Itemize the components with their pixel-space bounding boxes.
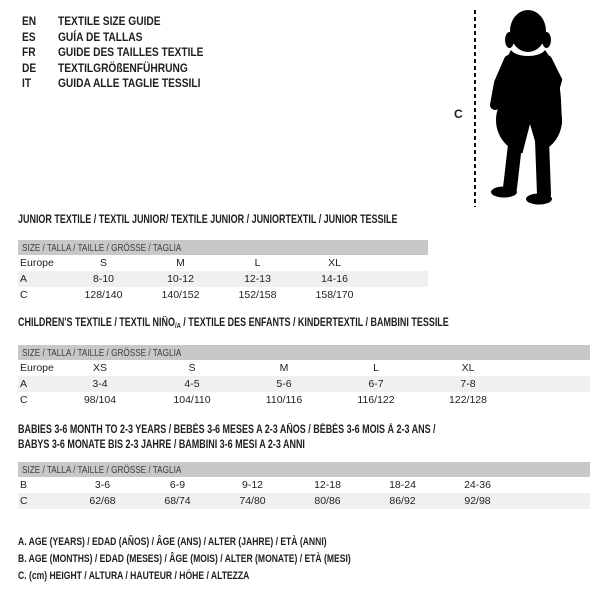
cell: L bbox=[373, 362, 379, 374]
cell: 12-13 bbox=[219, 271, 296, 287]
cell: 122/128 bbox=[449, 394, 487, 406]
cell: 4-5 bbox=[146, 376, 238, 392]
row-label: C bbox=[18, 493, 65, 509]
row-label: C bbox=[20, 394, 28, 406]
size-header-row bbox=[18, 462, 590, 477]
guide-title: TEXTILE SIZE GUIDE bbox=[58, 14, 161, 28]
guide-title: GUÍA DE TALLAS bbox=[58, 29, 143, 44]
cell: 5-6 bbox=[238, 376, 330, 392]
childrens-size-table bbox=[18, 345, 590, 408]
language-row bbox=[22, 61, 229, 77]
row-label: A bbox=[18, 271, 65, 287]
cell: XL bbox=[328, 257, 341, 269]
language-code: ES bbox=[22, 29, 36, 44]
table-row bbox=[18, 376, 590, 392]
note-b bbox=[18, 553, 445, 570]
cell: 10-12 bbox=[142, 271, 219, 287]
baby-silhouette-image bbox=[483, 8, 583, 208]
table-title bbox=[18, 214, 428, 227]
guide-title: GUIDE DES TAILLES TEXTILE bbox=[58, 45, 204, 59]
height-label-c: C bbox=[454, 107, 463, 121]
filler-cell bbox=[373, 287, 428, 303]
size-header bbox=[18, 240, 428, 255]
table-row bbox=[18, 287, 428, 303]
table-title-line2 bbox=[18, 438, 590, 453]
size-header bbox=[18, 345, 590, 360]
table-row bbox=[18, 477, 590, 493]
size-header-text: SIZE / TALLA / TAILLE / GRÖSSE / TAGLIA bbox=[22, 241, 182, 254]
cell: 62/68 bbox=[65, 493, 140, 509]
table-title-text: BABIES 3-6 MONTH TO 2-3 YEARS / BEBÉS 3-6 MESES A 2-3 AÑOS / BÉBÉS 3-6 MOIS À 2-3 ANS / bbox=[18, 424, 436, 436]
note-text: A. AGE (YEARS) / EDAD (AÑOS) / ÂGE (ANS) / ALTER (JAHRE) / ETÀ (ANNI) bbox=[18, 536, 327, 548]
cell: S bbox=[188, 362, 196, 374]
filler-cell bbox=[514, 360, 590, 376]
cell: 7-8 bbox=[422, 376, 514, 392]
cell: 6-9 bbox=[169, 479, 186, 491]
cell: 110/116 bbox=[265, 394, 303, 406]
filler-cell bbox=[514, 376, 590, 392]
language-row bbox=[22, 76, 229, 92]
cell: XS bbox=[92, 362, 107, 374]
language-code: FR bbox=[22, 45, 36, 59]
filler-cell bbox=[515, 477, 590, 493]
cell: 8-10 bbox=[65, 271, 142, 287]
cell: M bbox=[279, 362, 289, 374]
cell: 86/92 bbox=[365, 493, 440, 509]
cell: 128/140 bbox=[84, 289, 123, 301]
title-part: CHILDREN'S TEXTILE / TEXTIL NIÑO bbox=[18, 317, 175, 329]
cell: 6-7 bbox=[330, 376, 422, 392]
cell: 3-4 bbox=[54, 376, 146, 392]
legend-notes bbox=[18, 536, 445, 587]
language-title-list bbox=[22, 14, 229, 92]
cell: 158/170 bbox=[315, 289, 354, 301]
cell: 68/74 bbox=[140, 493, 215, 509]
cell: XL bbox=[461, 362, 475, 374]
cell: 152/158 bbox=[238, 289, 277, 301]
filler-cell bbox=[514, 392, 590, 408]
language-row bbox=[22, 30, 229, 46]
size-header-text: SIZE / TALLA / TAILLE / GRÖSSE / TAGLIA bbox=[22, 463, 182, 476]
table-title-text: JUNIOR TEXTILE / TEXTIL JUNIOR/ TEXTILE JUNIOR / JUNIORTEXTIL / JUNIOR TESSILE bbox=[18, 214, 398, 226]
filler-cell bbox=[373, 255, 428, 271]
filler-cell bbox=[515, 493, 590, 509]
table-row bbox=[18, 493, 590, 509]
language-row bbox=[22, 14, 229, 30]
junior-size-table bbox=[18, 240, 428, 303]
language-code: DE bbox=[22, 60, 37, 75]
cell: 92/98 bbox=[440, 493, 515, 509]
table-row bbox=[18, 360, 590, 376]
row-label: C bbox=[20, 289, 28, 301]
cell: 24-36 bbox=[464, 479, 491, 491]
table-title-text bbox=[18, 317, 449, 332]
filler-cell bbox=[373, 271, 428, 287]
cell: 18-24 bbox=[389, 479, 416, 491]
size-header-row bbox=[18, 240, 428, 255]
cell: 74/80 bbox=[215, 493, 290, 509]
table-row bbox=[18, 271, 428, 287]
cell: 3-6 bbox=[94, 479, 111, 491]
childrens-textile-section bbox=[18, 317, 590, 408]
guide-title: TEXTILGRÖßENFÜHRUNG bbox=[58, 60, 188, 75]
table-row bbox=[18, 392, 590, 408]
note-c bbox=[18, 570, 445, 587]
cell: 104/110 bbox=[173, 394, 211, 406]
language-code: EN bbox=[22, 14, 37, 28]
language-row bbox=[22, 45, 229, 61]
cell: M bbox=[176, 257, 185, 269]
junior-textile-section bbox=[18, 214, 428, 303]
cell: 98/104 bbox=[83, 394, 117, 406]
cell: 9-12 bbox=[241, 479, 263, 491]
babies-textile-section bbox=[18, 423, 590, 509]
row-label: Europe bbox=[20, 362, 54, 374]
title-part: / TEXTILE DES ENFANTS / KINDERTEXTIL / BAMBINI TESSILE bbox=[180, 317, 449, 329]
table-title bbox=[18, 317, 590, 332]
row-label: B bbox=[20, 479, 28, 491]
size-header bbox=[18, 462, 590, 477]
height-measure-dashed-line bbox=[474, 10, 476, 207]
guide-title: GUIDA ALLE TAGLIE TESSILI bbox=[58, 76, 201, 90]
title-subscript: /A bbox=[174, 321, 181, 330]
babies-size-table bbox=[18, 462, 590, 509]
size-header-row bbox=[18, 345, 590, 360]
cell: S bbox=[99, 257, 107, 269]
row-label: A bbox=[18, 376, 54, 392]
cell: 140/152 bbox=[161, 289, 200, 301]
cell: L bbox=[254, 257, 261, 269]
cell: 80/86 bbox=[290, 493, 365, 509]
note-a bbox=[18, 536, 445, 553]
cell: 14-16 bbox=[296, 271, 373, 287]
size-header-text: SIZE / TALLA / TAILLE / GRÖSSE / TAGLIA bbox=[22, 346, 182, 359]
row-label: Europe bbox=[20, 257, 54, 269]
note-text: C. (cm) HEIGHT / ALTURA / HAUTEUR / HÖHE / ALTEZZA bbox=[18, 570, 250, 582]
cell: 12-18 bbox=[314, 479, 341, 491]
table-title-text: BABYS 3-6 MONATE BIS 2-3 JAHRE / BAMBINI 3-6 MESI A 2-3 ANNI bbox=[18, 439, 305, 451]
cell: 116/122 bbox=[357, 394, 395, 406]
table-title-line1 bbox=[18, 423, 590, 438]
language-code: IT bbox=[22, 76, 32, 90]
table-row bbox=[18, 255, 428, 271]
note-text: B. AGE (MONTHS) / EDAD (MESES) / ÂGE (MOIS) / ALTER (MONATE) / ETÀ (MESI) bbox=[18, 553, 351, 565]
